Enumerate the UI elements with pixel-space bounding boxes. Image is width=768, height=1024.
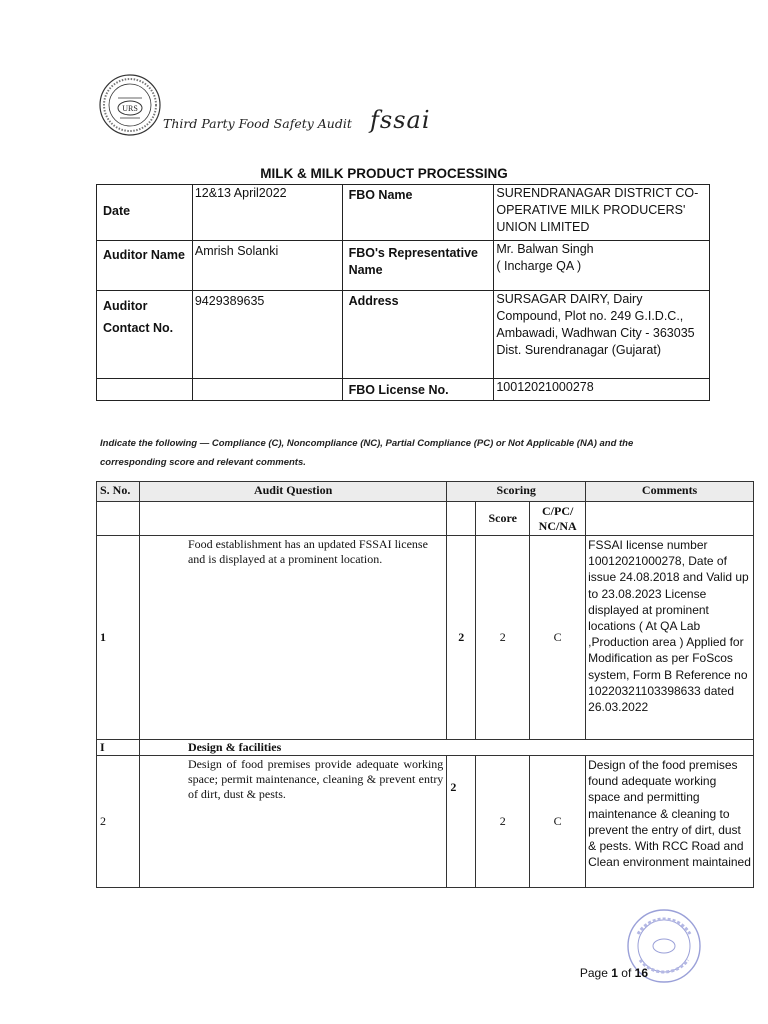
auditor-contact-value: 9429389635 <box>192 291 342 379</box>
audit-table <box>96 481 754 888</box>
page-current: 1 <box>611 966 618 980</box>
fssai-brand: fssai <box>370 106 431 134</box>
instruction-note: Indicate the following — Compliance (C), Noncompliance (NC), Partial Compliance (PC) or Not Applicable (NA) and the corresponding score and relevant comments. <box>100 438 634 468</box>
section-number: I <box>97 740 140 756</box>
address-label: Address <box>342 291 494 379</box>
urs-logo-icon <box>92 72 172 142</box>
empty-cell <box>97 502 140 536</box>
row-score: 2 <box>476 756 530 888</box>
row-question: Food establishment has an updated FSSAI license and is displayed at a prominent location. <box>139 536 446 740</box>
fbo-rep-name: Mr. Balwan Singh <box>496 242 594 256</box>
fbo-rep-role: ( Incharge QA ) <box>496 259 582 273</box>
section-row <box>97 740 754 756</box>
cpc-header: C/PC/ NC/NA <box>530 502 586 536</box>
auditor-name-label: Auditor Name <box>97 241 193 291</box>
comments-header: Comments <box>586 482 754 502</box>
date-value: 12&13 April2022 <box>192 185 342 241</box>
page-total: 16 <box>634 966 648 980</box>
fbo-name-label: FBO Name <box>342 185 494 241</box>
empty-cell <box>447 502 476 536</box>
auditor-contact-label: Auditor Contact No. <box>97 291 193 379</box>
page-title: MILK & MILK PRODUCT PROCESSING <box>260 166 508 181</box>
svg-text:URS: URS <box>122 104 138 113</box>
row-status: C <box>530 756 586 888</box>
table-subheader-row <box>97 502 754 536</box>
page-label: Page <box>579 966 608 980</box>
question-header: Audit Question <box>139 482 446 502</box>
table-header-row <box>97 482 754 502</box>
auditor-name-value: Amrish Solanki <box>192 241 342 291</box>
scoring-header: Scoring <box>447 482 586 502</box>
row-sno: 2 <box>97 756 140 888</box>
row-max-score: 2 <box>447 536 476 740</box>
fbo-info-table <box>96 184 710 401</box>
row-question: Design of food premises provide adequate working space; permit maintenance, cleaning & prevent entry of dirt, dust & pests. <box>139 756 446 888</box>
license-label: FBO License No. <box>342 379 494 401</box>
fbo-rep-label: FBO's Representative Name <box>342 241 494 291</box>
row-comment: Design of the food premises found adequate working space and permitting maintenance & cleaning to prevent the entry of dirt, dust & pests. With RCC Road and Clean environment maintained <box>586 756 754 888</box>
audit-tagline: Third Party Food Safety Audit <box>163 116 352 131</box>
date-label: Date <box>97 185 193 241</box>
row-max-score: 2 <box>447 756 476 888</box>
table-row <box>97 536 754 740</box>
empty-cell <box>97 379 193 401</box>
page-number <box>580 966 648 980</box>
score-header: Score <box>476 502 530 536</box>
row-status: C <box>530 536 586 740</box>
page-of: of <box>621 966 632 980</box>
fbo-name-value: SURENDRANAGAR DISTRICT CO-OPERATIVE MILK PRODUCERS' UNION LIMITED <box>494 185 710 241</box>
empty-cell <box>586 502 754 536</box>
address-value: SURSAGAR DAIRY, Dairy Compound, Plot no. 249 G.I.D.C., Ambawadi, Wadhwan City - 363035 Dist. Surendranagar (Gujarat) <box>494 291 710 379</box>
row-score: 2 <box>476 536 530 740</box>
fbo-rep-value <box>494 241 710 291</box>
table-row <box>97 756 754 888</box>
table-row <box>97 291 710 379</box>
table-row <box>97 185 710 241</box>
table-row <box>97 379 710 401</box>
section-title: Design & facilities <box>139 740 753 756</box>
sno-header: S. No. <box>97 482 140 502</box>
empty-cell <box>139 502 446 536</box>
empty-cell <box>192 379 342 401</box>
license-value: 10012021000278 <box>494 379 710 401</box>
table-row <box>97 241 710 291</box>
row-sno: 1 <box>97 536 140 740</box>
row-comment: FSSAI license number 10012021000278, Date of issue 24.08.2018 and Valid up to 23.08.2023 License displayed at prominent locations ( At QA Lab ,Production area ) Applied for Modification as per FoScos system, Form B Reference no 10220321103398633 dated 26.03.2022 <box>586 536 754 740</box>
